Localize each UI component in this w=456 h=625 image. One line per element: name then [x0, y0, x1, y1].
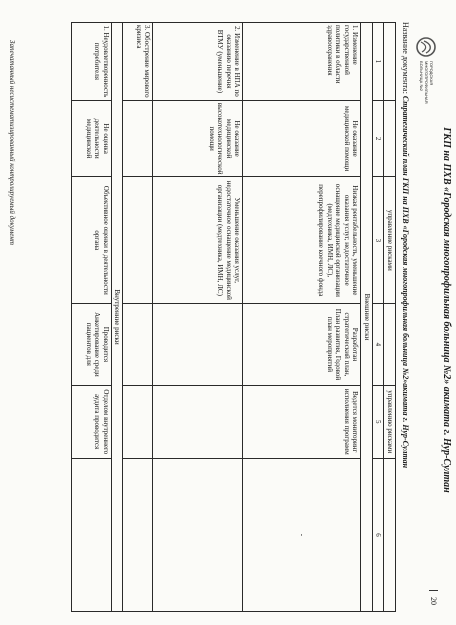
- logo-icon: [414, 35, 438, 59]
- risk-cause-cell: Не оказание медицинской высокотехнологической помощи: [153, 100, 243, 177]
- column-numbers-row: [373, 23, 385, 612]
- column-number: 4: [373, 304, 385, 385]
- risk-name-cell: 2. Изменение в НПА по оказанию перечня ВТМУ (уменьшение): [153, 23, 243, 101]
- header-cell: [384, 100, 396, 177]
- risk-cause-cell: Не оценка деятельности медицинской: [72, 100, 112, 177]
- risk-table: [71, 22, 396, 612]
- column-number: 6: [373, 458, 385, 611]
- risk-control-cell: Отделом внутреннего аудита проводится: [72, 385, 112, 458]
- header-cell: управлению рисками: [384, 385, 396, 458]
- table-row: [153, 23, 243, 612]
- column-number: 2: [373, 100, 385, 177]
- column-number: 3: [373, 177, 385, 304]
- logo-line-1: ГОРОДСКАЯ: [429, 61, 434, 86]
- header-band: [396, 0, 456, 625]
- table-row: [243, 23, 361, 612]
- header-cell: [384, 458, 396, 611]
- risk-measures-cell: [123, 304, 153, 385]
- header-cell: [384, 23, 396, 101]
- logo-line-3: БОЛЬНИЦА №2: [419, 61, 424, 91]
- table-row: [72, 23, 112, 612]
- risk-consequence-cell: [123, 177, 153, 304]
- page-number: [429, 590, 438, 605]
- risk-measures-cell: Проводится Анкетирование среди пациентов для: [72, 304, 112, 385]
- header-cell: [384, 304, 396, 385]
- risk-note-cell: -: [243, 458, 361, 611]
- document-title: ГКП на ПХВ «Городская многопрофильная больница №2» акимата г. Нур-Султан: [441, 127, 452, 493]
- risk-name-cell: 1. Изменение государственной политики в области здравоохранения: [243, 23, 361, 101]
- risk-control-cell: [153, 385, 243, 458]
- risk-measures-cell: [153, 304, 243, 385]
- risk-note-cell: [72, 458, 112, 611]
- risk-cause-cell: Не оказание медицинской помощи: [243, 100, 361, 177]
- table-header-row: [384, 23, 396, 612]
- section-title-internal: Внутренние риски: [112, 23, 124, 612]
- risk-note-cell: [153, 458, 243, 611]
- risk-name-cell: 1. Неудовлетворенность потребителя: [72, 23, 112, 101]
- logo-line-2: МНОГОПРОФИЛЬНАЯ: [424, 61, 429, 104]
- document-name-label: Название документа:: [401, 22, 410, 94]
- risk-control-cell: [123, 385, 153, 458]
- column-number: 5: [373, 385, 385, 458]
- risk-measures-cell: Разработан стратегический план, План развития, Годовой план мероприятий: [243, 304, 361, 385]
- document-name-value: Стратегический план ГКП на ПХВ «Городская многопрофильная больница №2»акимата г. Нур-Султан: [401, 95, 410, 469]
- header-cell: управление рисками: [384, 177, 396, 304]
- risk-name-cell: 3. Обострение мирового кризиса: [123, 23, 153, 101]
- logo: [410, 35, 438, 104]
- risk-note-cell: [123, 458, 153, 611]
- section-title-external: Внешние риски: [361, 23, 373, 612]
- logo-text: [419, 61, 434, 104]
- section-row-internal: [112, 23, 124, 612]
- table-row: [123, 23, 153, 612]
- risk-consequence-cell: Объективное оценки в деятельности органа: [72, 177, 112, 304]
- document-name-row: [401, 22, 410, 612]
- column-number: 1: [373, 23, 385, 101]
- section-row-external: [361, 23, 373, 612]
- risk-consequence-cell: Низкая рентабельность, уменьшение оказания услуг, недостаточное оснащение медицинской организации (медтехника, ИМН, ЛС), перепрофилирование коечного фонда: [243, 177, 361, 304]
- footer-note: Запечатанный несистематизированный контролируемый документ: [8, 40, 16, 245]
- risk-consequence-cell: Уменьшение оказания услуг, недостаточное оснащение медицинской организации (медтехника, ИМН, ЛС): [153, 177, 243, 304]
- risk-control-cell: Ведется мониторинг исполнения программ: [243, 385, 361, 458]
- risk-cause-cell: [123, 100, 153, 177]
- page-number-value: 20: [429, 597, 438, 605]
